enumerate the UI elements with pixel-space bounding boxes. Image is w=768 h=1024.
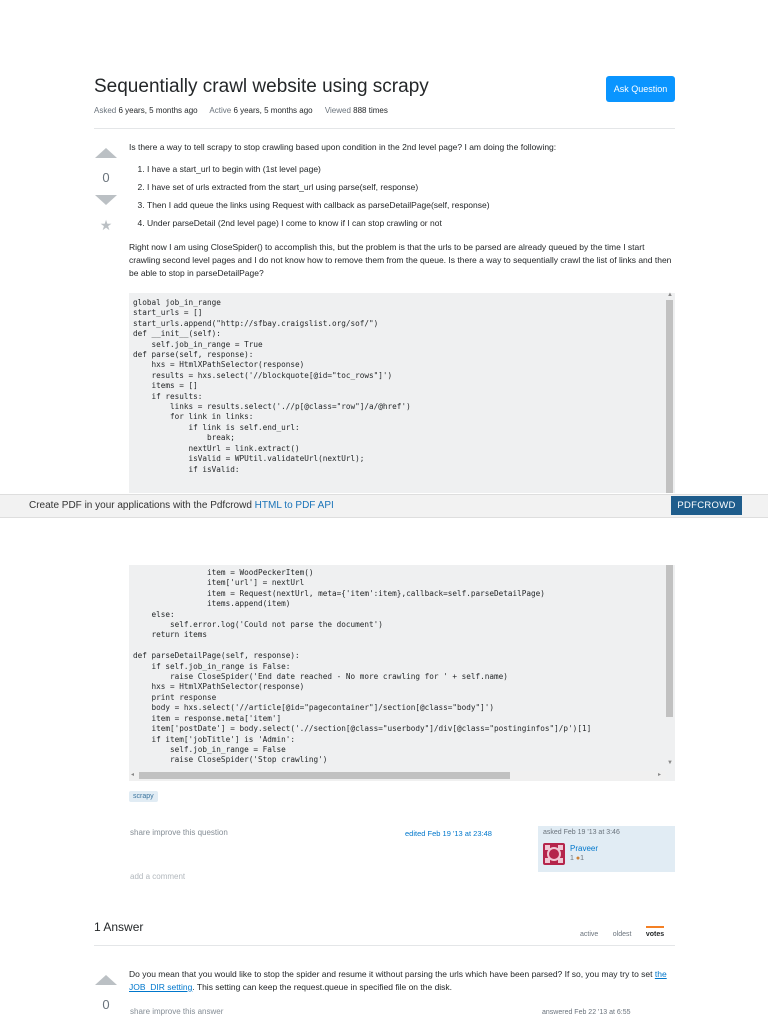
list-item: 1. I have a start_url to begin with (1st level page) [147, 164, 675, 175]
tag-scrapy[interactable]: scrapy [129, 791, 158, 802]
job-dir-link[interactable]: the JOB_DIR setting [129, 969, 667, 992]
active-label: Active [209, 106, 232, 115]
vote-count: 0 [102, 170, 110, 185]
viewed-label: Viewed [324, 106, 351, 115]
answered-timestamp: answered Feb 22 '13 at 6:55 [542, 1009, 631, 1016]
code-text: item = WoodPeckerItem() item['url'] = nextUrl item = Request(nextUrl, meta={'item':item},callback=self.parseDetailPage) items.append(item) else: self.error.log('Could not parse the document') return items def parseDetailPage(self, response): if self.job_in_range is False: raise CloseSpider('End date reached - No more crawling for ' + self.name) hxs = HtmlXPathSelector(response) print response body = hxs.select('//article[@id="pagecontainer"]/section[@class="body"]') item = response.meta['item'] item['postDate'] = body.select('.//section[@class="userbody"]/div[@class="postinginfos"]/p')[1] if item['jobTitle'] is 'Admin': self.job_in_range = False raise CloseSpider('Stop crawling') [133, 568, 592, 765]
answer-text: Do you mean that you would like to stop the spider and resume it without parsing the urls which have been parsed? If so, you may try to set [129, 969, 655, 979]
answer-text-end: . This setting can keep the request.queue in specified file on the disk. [192, 982, 453, 992]
list-item: 3. Then I add queue the links using Request with callback as parseDetailPage(self, response) [147, 200, 675, 211]
list-item: 4. Under parseDetail (2nd level page) I come to know if I can stop crawling or not [147, 218, 675, 229]
pdf-banner-text [29, 500, 334, 511]
answer-actions[interactable]: share improve this answer [130, 1007, 224, 1016]
answer-body [129, 968, 675, 994]
page-title[interactable]: Sequentially crawl website using scrapy [94, 76, 429, 97]
scroll-left-icon[interactable]: ◂ [131, 772, 135, 778]
code-block [129, 293, 675, 493]
asked-timestamp: asked Feb 19 '13 at 3:46 [543, 829, 620, 836]
upvote-icon[interactable] [95, 148, 117, 158]
viewed-value: 888 times [353, 106, 388, 115]
scroll-down-icon[interactable]: ▼ [667, 760, 673, 766]
badge-count: 1 [580, 855, 584, 862]
bronze-badge-icon: ● [575, 855, 581, 862]
question-intro: Is there a way to tell scrapy to stop crawling based upon condition in the 2nd level page? I am doing the following: [129, 142, 557, 152]
active-value[interactable]: 6 years, 5 months ago [233, 106, 313, 115]
code-vertical-scrollbar[interactable] [666, 565, 673, 717]
asked-value: 6 years, 5 months ago [118, 106, 198, 115]
pdf-banner [0, 494, 768, 518]
scroll-right-icon[interactable]: ▸ [658, 772, 662, 778]
avatar[interactable] [543, 843, 565, 865]
answer-sort-tabs [570, 923, 664, 941]
code-text: global job_in_range start_urls = [] start_urls.append("http://sfbay.craigslist.org/sof/") def __init__(self): self.job_in_range = True def parse(self, response): hxs = HtmlXPathSelector(response) results = hxs.select('//blockquote[@id="toc_rows"]') items = [] if results: links = results.select('.//p[@class="row"]/a/@href') for link in links: if link is self.end_url: break; nextUrl = link.extract() isValid = WPUtil.validateUrl(nextUrl); if isValid: [133, 298, 411, 474]
list-item: 2. I have set of urls extracted from the start_url using parse(self, response) [147, 182, 675, 193]
pdf-banner-link[interactable]: HTML to PDF API [254, 500, 334, 511]
pdfcrowd-button[interactable]: PDFCROWD [671, 496, 742, 515]
answer-upvote-icon[interactable] [95, 975, 117, 985]
pdf-banner-label: Create PDF in your applications with the Pdfcrowd [29, 500, 255, 511]
user-name[interactable]: Praveer [570, 844, 599, 853]
steps-list [129, 164, 675, 236]
code-block-continued [129, 565, 675, 781]
answers-divider [94, 945, 675, 946]
question-actions[interactable]: share improve this question [130, 828, 228, 837]
answers-count: 1 Answer [94, 920, 144, 934]
ask-question-button[interactable]: Ask Question [606, 76, 675, 102]
code-vertical-scrollbar[interactable] [666, 300, 673, 493]
tab-votes[interactable]: votes [646, 926, 664, 938]
question-body: Right now I am using CloseSpider() to accomplish this, but the problem is that the urls to be parsed are already queued by the time I start crawling second level pages and I do not know how to remove them from the queue. Is there a way to sequentially crawl the list of links and then be able to stop in parseDetailPage? [129, 242, 672, 278]
favorite-star-icon[interactable]: ★ [99, 217, 113, 233]
reputation-value: 1 [570, 855, 574, 862]
tab-active[interactable]: active [580, 931, 599, 938]
asker-card [538, 826, 675, 872]
add-comment-link[interactable]: add a comment [130, 872, 186, 881]
downvote-icon[interactable] [95, 195, 117, 205]
code-horizontal-scrollbar[interactable] [139, 772, 510, 779]
edited-timestamp[interactable]: edited Feb 19 '13 at 23:48 [405, 829, 492, 838]
scroll-up-icon[interactable]: ▲ [667, 292, 673, 298]
user-reputation [570, 855, 584, 862]
header-divider [94, 128, 675, 129]
answer-vote-count: 0 [102, 997, 110, 1012]
question-meta [94, 106, 398, 115]
tab-oldest[interactable]: oldest [612, 931, 632, 938]
asked-label: Asked [94, 106, 117, 115]
